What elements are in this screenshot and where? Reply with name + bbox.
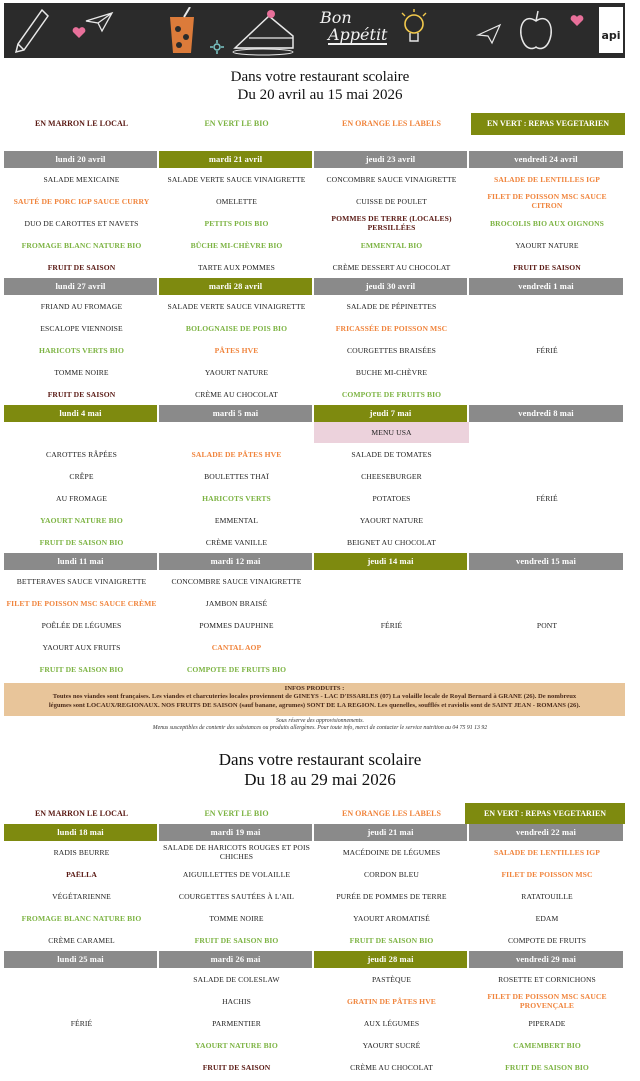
dish-row (4, 907, 625, 929)
dish-cell: DUO DE CAROTTES ET NAVETS (24, 218, 139, 228)
dish-row (4, 841, 625, 863)
dish-cell (4, 1056, 159, 1078)
dish-cell (469, 509, 625, 531)
dish-cell: TOMME NOIRE (54, 367, 109, 377)
week-header-row (4, 278, 625, 295)
paper-plane-icon (84, 11, 114, 33)
holiday-label: PONT (536, 620, 558, 630)
special-menu-row (4, 422, 625, 443)
header-banner (4, 3, 625, 58)
dish-cell: YAOURT AUX FRUITS (42, 642, 121, 652)
dish-cell: CRÈME AU CHOCOLAT (350, 1062, 433, 1072)
dish-cell: ROSETTE ET CORNICHONS (498, 974, 596, 984)
pencil-icon (12, 6, 52, 56)
dish-cell (4, 990, 159, 1012)
dish-row (4, 383, 625, 405)
dish-cell: POÊLÉE DE LÉGUMES (41, 620, 122, 630)
dish-cell: CUISSE DE POULET (356, 196, 427, 206)
dish-cell: YAOURT NATURE (515, 240, 579, 250)
day-header: jeudi 7 mai (314, 405, 469, 422)
dish-cell: POMMES DAUPHINE (199, 620, 274, 630)
holiday-label: FÉRIÉ (536, 493, 558, 503)
dish-cell: YAOURT NATURE BIO (40, 515, 123, 525)
dish-cell (469, 592, 625, 614)
dish-row (4, 443, 625, 465)
dish-cell (469, 383, 625, 405)
legend-vegetarian: EN VERT : REPAS VEGETARIEN (465, 803, 625, 825)
notes: Sous réserve des approvisionnements. Menus susceptibles de contenir des substances ou produits allergènes. Pour toute info, merci de contacter le service nutrition au 04 75 91 13 92 (152, 718, 488, 731)
dish-row (4, 968, 625, 990)
week-header-row (4, 951, 625, 968)
dish-row (4, 636, 625, 658)
dish-cell: PETITS POIS BIO (204, 218, 269, 228)
legend-vegetarian: EN VERT : REPAS VEGETARIEN (471, 113, 625, 135)
dish-cell: FROMAGE BLANC NATURE BIO (21, 240, 142, 250)
day-header: vendredi 8 mai (469, 405, 625, 422)
day-header: jeudi 14 mai (314, 553, 469, 570)
dish-cell: CRÊPE (69, 471, 94, 481)
dish-cell: SALADE DE LENTILLES IGP (494, 847, 600, 857)
holiday-label: FÉRIÉ (536, 345, 558, 355)
dish-cell: FRUIT DE SAISON BIO (39, 537, 124, 547)
dish-row (4, 863, 625, 885)
dish-cell: FRUIT DE SAISON (513, 262, 581, 272)
dish-row (4, 361, 625, 383)
dish-cell: PURÉE DE POMMES DE TERRE (336, 891, 447, 901)
dish-cell: FRUIT DE SAISON BIO (39, 664, 124, 674)
dish-cell: YAOURT AROMATISÉ (353, 913, 430, 923)
bon-appetit-title: Bon Appétit (320, 8, 388, 44)
dish-cell: FRUIT DE SAISON (47, 262, 116, 272)
api-logo: api (599, 7, 623, 53)
dish-cell (469, 570, 625, 592)
dish-cell: HACHIS (222, 996, 251, 1006)
dish-row (4, 658, 625, 680)
dish-cell: SAUTÉ DE PORC IGP SAUCE CURRY (13, 196, 150, 206)
dish-cell: SALADE DE PÂTES HVE (191, 449, 282, 459)
dish-row (4, 990, 625, 1012)
dish-cell: CORDON BLEU (364, 869, 419, 879)
paper-plane-icon (476, 23, 502, 45)
dish-cell: CAMEMBERT BIO (513, 1040, 581, 1050)
dish-row (4, 885, 625, 907)
dish-cell: JAMBON BRAISÉ (205, 598, 268, 608)
day-header: jeudi 28 mai (314, 951, 469, 968)
day-header: lundi 20 avril (4, 151, 159, 168)
dish-cell: GRATIN DE PÂTES HVE (347, 996, 436, 1006)
dish-cell: COURGETTES SAUTÉES À L'AIL (178, 891, 295, 901)
day-header: vendredi 15 mai (469, 553, 625, 570)
dish-cell: CAROTTES RÂPÉES (46, 449, 117, 459)
day-header: jeudi 21 mai (314, 824, 469, 841)
dish-cell: FRICASSÉE DE POISSON MSC (335, 323, 448, 333)
cake-icon (229, 6, 299, 56)
dish-row (4, 592, 625, 614)
week-header-row (4, 824, 625, 841)
legend-labels: EN ORANGE LES LABELS (342, 809, 441, 818)
dish-cell: BROCOLIS BIO AUX OIGNONS (489, 218, 604, 228)
day-header: mardi 28 avril (159, 278, 314, 295)
drink-glass-icon (164, 7, 200, 55)
heart-icon (72, 27, 86, 39)
dish-cell: FRIAND AU FROMAGE (40, 301, 123, 311)
infos-produits: INFOS PRODUITS : Toutes nos viandes sont françaises. Les viandes et charcuteries locales proviennent de GINEYS - LAC D'ISSARLES (07) La volaille locale de Royal Bernard à GRANE (26). De nombreux légumes sont LOCAUX/REGIONAUX. NOS FRUITS DE SAISON (sauf banane, agrumes) SONT DE LA REGION. Les quenelles, soufflés et raviolis sont de SAINT JEAN - ROMANS (26). (4, 683, 625, 716)
dish-cell: PAËLLA (66, 869, 97, 879)
dish-cell: COURGETTES BRAISÉES (346, 345, 437, 355)
dish-row (4, 212, 625, 234)
dish-cell (469, 636, 625, 658)
dish-cell: POTATOES (372, 493, 411, 503)
dish-cell: EMMENTAL (214, 515, 259, 525)
day-header: mardi 26 mai (159, 951, 314, 968)
dish-cell: CONCOMBRE SAUCE VINAIGRETTE (171, 576, 302, 586)
dish-cell: FRUIT DE SAISON BIO (505, 1062, 589, 1072)
dish-cell: POMMES DE TERRE (LOCALES) PERSILLÉES (331, 214, 452, 232)
dish-cell: CRÈME DESSERT AU CHOCOLAT (332, 262, 451, 272)
dish-row (4, 339, 625, 361)
dish-row (4, 531, 625, 553)
dish-row (4, 509, 625, 531)
dish-cell: FRUIT DE SAISON BIO (349, 935, 434, 945)
dish-cell (4, 1034, 159, 1056)
dish-cell: ESCALOPE VIENNOISE (40, 323, 123, 333)
dish-cell: CONCOMBRE SAUCE VINAIGRETTE (326, 174, 457, 184)
menu1-title: Dans votre restaurant scolaire Du 20 avril au 15 mai 2026 (230, 69, 410, 103)
apple-icon (516, 9, 556, 53)
dish-cell: COMPOTE DE FRUITS BIO (341, 389, 442, 399)
dish-cell: FILET DE POISSON MSC SAUCE CRÈME (6, 598, 157, 608)
menu2-title: Dans votre restaurant scolaire Du 18 au 29 mai 2026 (218, 750, 422, 789)
dish-cell: CHEESEBURGER (361, 471, 422, 481)
dish-cell: SALADE DE HARICOTS ROUGES ET POIS CHICHES (163, 843, 310, 861)
dish-row (4, 929, 625, 951)
dish-cell: MACÉDOINE DE LÉGUMES (342, 847, 441, 857)
dish-cell: CRÈME CARAMEL (48, 935, 115, 945)
day-header: vendredi 1 mai (469, 278, 625, 295)
dish-cell: FILET DE POISSON MSC (501, 869, 593, 879)
dish-row (4, 234, 625, 256)
dish-cell (314, 658, 469, 680)
dish-cell (469, 361, 625, 383)
dish-cell: BÛCHE MI-CHÈVRE BIO (190, 240, 283, 250)
legend-bio: EN VERT LE BIO (204, 809, 269, 818)
day-header: lundi 18 mai (4, 824, 159, 841)
dish-cell: YAOURT NATURE (204, 367, 269, 377)
dish-cell: FILET DE POISSON MSC SAUCE CITRON (487, 192, 607, 210)
dish-cell: FROMAGE BLANC NATURE BIO (21, 913, 142, 923)
dish-cell: COMPOTE DE FRUITS BIO (186, 664, 287, 674)
dish-row (4, 465, 625, 487)
dish-cell (314, 570, 469, 592)
flower-icon (209, 39, 225, 55)
dish-row (4, 295, 625, 317)
day-header: mardi 5 mai (159, 405, 314, 422)
dish-cell: SALADE MEXICAINE (43, 174, 120, 184)
day-header: lundi 27 avril (4, 278, 159, 295)
dish-cell (469, 531, 625, 553)
dish-row (4, 190, 625, 212)
dish-cell: RADIS BEURRE (53, 847, 110, 857)
dish-cell: SALADE DE COLESLAW (193, 974, 280, 984)
dish-row (4, 614, 625, 636)
day-header: lundi 4 mai (4, 405, 159, 422)
legend-labels: EN ORANGE LES LABELS (342, 119, 441, 128)
dish-cell (4, 968, 159, 990)
dish-cell: PÂTES HVE (214, 345, 259, 355)
dish-cell: HARICOTS VERTS (202, 493, 271, 503)
day-header: lundi 25 mai (4, 951, 159, 968)
day-header: vendredi 29 mai (469, 951, 625, 968)
day-header: jeudi 23 avril (314, 151, 469, 168)
holiday-label: FÉRIÉ (70, 1018, 93, 1028)
week-header-row (4, 405, 625, 422)
dish-cell: AIGUILLETTES DE VOLAILLE (182, 869, 291, 879)
dish-row (4, 487, 625, 509)
dish-row (4, 1034, 625, 1056)
menu-usa-badge: MENU USA (314, 422, 469, 443)
dish-cell: FRUIT DE SAISON (202, 1062, 271, 1072)
dish-cell: BOLOGNAISE DE POIS BIO (185, 323, 288, 333)
dish-cell: CRÈME AU CHOCOLAT (195, 389, 278, 399)
dish-row (4, 256, 625, 278)
dish-cell: YAOURT NATURE (359, 515, 424, 525)
dish-cell: PARMENTIER (212, 1018, 261, 1028)
dish-cell: CANTAL AOP (211, 642, 262, 652)
dish-cell: YAOURT NATURE BIO (195, 1040, 278, 1050)
dish-cell (314, 636, 469, 658)
day-header: lundi 11 mai (4, 553, 159, 570)
day-header: vendredi 22 mai (469, 824, 625, 841)
dish-cell: AU FROMAGE (56, 493, 107, 503)
dish-cell: VÉGÉTARIENNE (52, 891, 111, 901)
dish-cell: SALADE DE LENTILLES IGP (494, 174, 600, 184)
dish-cell: AUX LÉGUMES (363, 1018, 420, 1028)
dish-cell (469, 465, 625, 487)
dish-cell: FRUIT DE SAISON BIO (194, 935, 279, 945)
week-header-row (4, 553, 625, 570)
day-header: vendredi 24 avril (469, 151, 625, 168)
dish-cell: PASTÈQUE (372, 974, 411, 984)
menu1-legend (4, 113, 625, 135)
dish-cell: BEIGNET AU CHOCOLAT (346, 537, 437, 547)
dish-cell (469, 317, 625, 339)
legend-bio: EN VERT LE BIO (204, 119, 269, 128)
dish-cell (469, 443, 625, 465)
dish-cell: FRUIT DE SAISON (47, 389, 116, 399)
dish-cell: BOULETTES THAÏ (204, 471, 269, 481)
dish-cell: FILET DE POISSON MSC SAUCE PROVENÇALE (487, 992, 607, 1010)
dish-cell: SALADE VERTE SAUCE VINAIGRETTE (167, 301, 306, 311)
dish-cell: BUCHE MI-CHÈVRE (355, 367, 428, 377)
dish-cell: EDAM (535, 913, 559, 923)
week-header-row (4, 151, 625, 168)
heart-icon (570, 15, 584, 27)
lightbulb-icon (399, 9, 429, 49)
dish-row (4, 1012, 625, 1034)
holiday-label: FÉRIÉ (380, 620, 403, 630)
dish-cell: HARICOTS VERTS BIO (39, 345, 124, 355)
dish-cell: CRÈME VANILLE (205, 537, 268, 547)
day-header: mardi 12 mai (159, 553, 314, 570)
menu2-legend (4, 803, 625, 825)
dish-cell (469, 658, 625, 680)
dish-row (4, 1056, 625, 1078)
day-header: mardi 21 avril (159, 151, 314, 168)
day-header: jeudi 30 avril (314, 278, 469, 295)
dish-row (4, 570, 625, 592)
dish-cell: RATATOUILLE (521, 891, 573, 901)
dish-cell: TARTE AUX POMMES (198, 262, 275, 272)
legend-local: EN MARRON LE LOCAL (34, 119, 129, 128)
dish-cell: EMMENTAL BIO (360, 240, 423, 250)
legend-local: EN MARRON LE LOCAL (34, 809, 129, 818)
dish-cell: TOMME NOIRE (209, 913, 264, 923)
dish-cell: SALADE DE TOMATES (351, 449, 432, 459)
dish-cell: PIPERADE (528, 1018, 566, 1028)
dish-cell (469, 295, 625, 317)
dish-row (4, 317, 625, 339)
dish-cell: SALADE DE PÉPINETTES (346, 301, 437, 311)
dish-cell: SALADE VERTE SAUCE VINAIGRETTE (167, 174, 306, 184)
dish-row (4, 168, 625, 190)
day-header: mardi 19 mai (159, 824, 314, 841)
dish-cell: YAOURT SUCRÉ (362, 1040, 421, 1050)
dish-cell: OMELETTE (216, 196, 257, 206)
dish-cell: COMPOTE DE FRUITS (507, 935, 587, 945)
dish-cell: BETTERAVES SAUCE VINAIGRETTE (16, 576, 147, 586)
dish-cell (314, 592, 469, 614)
